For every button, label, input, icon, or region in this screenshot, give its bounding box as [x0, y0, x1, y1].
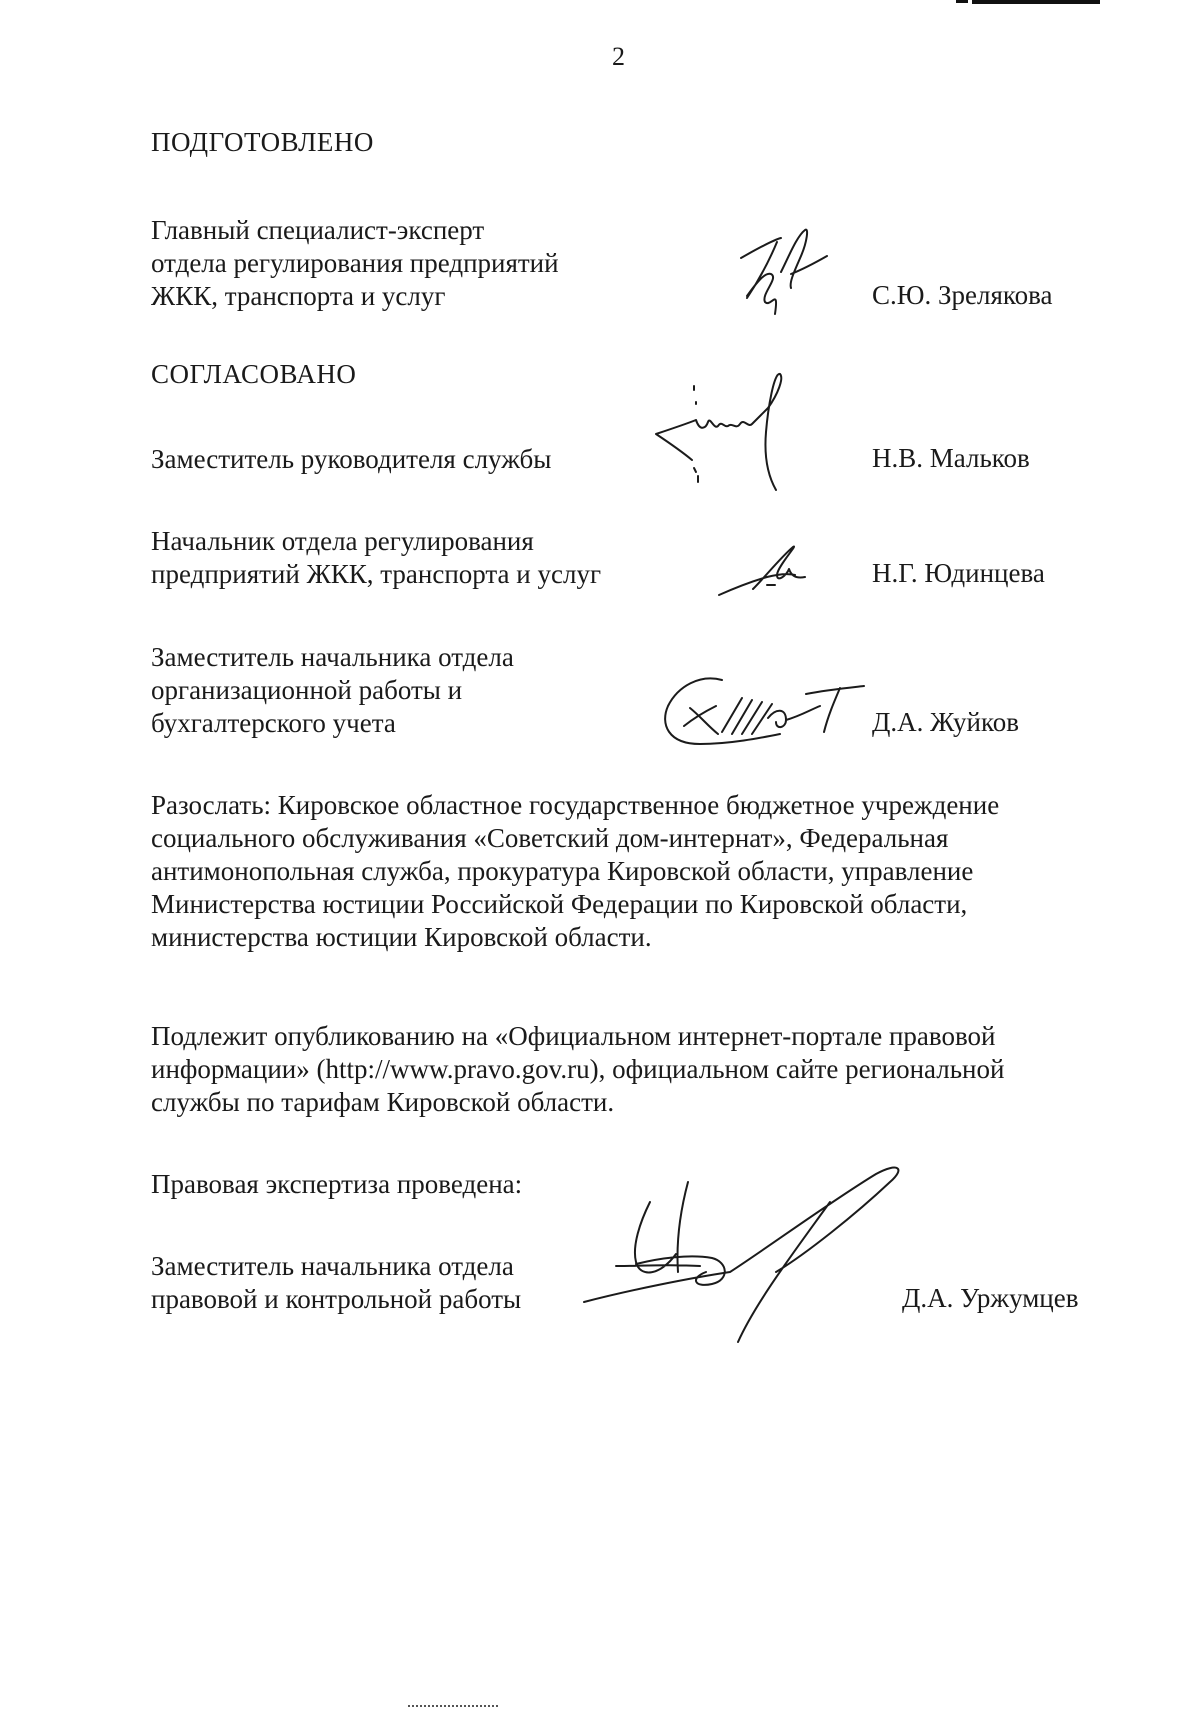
- page-number: 2: [612, 42, 625, 71]
- scan-mark: [956, 0, 968, 3]
- signature-yudintseva: [715, 545, 815, 605]
- signatory-position-line: предприятий ЖКК, транспорта и услуг: [151, 559, 602, 589]
- distribution-line: антимонопольная служба, прокуратура Кировской области, управление: [151, 856, 974, 886]
- publication-line: информации» (http://www.pravo.gov.ru), официальном сайте региональной: [151, 1054, 1005, 1084]
- signatory-position-line: Заместитель начальника отдела: [151, 642, 514, 672]
- distribution-line: министерства юстиции Кировской области.: [151, 922, 652, 952]
- scan-mark: [972, 0, 1100, 4]
- distribution-paragraph: [151, 789, 1104, 954]
- signatory-position-line: Начальник отдела регулирования: [151, 526, 534, 556]
- signatory-name: Н.В. Мальков: [872, 443, 1030, 473]
- signatory-position-line: организационной работы и: [151, 675, 463, 705]
- prepared-heading: ПОДГОТОВЛЕНО: [151, 127, 374, 157]
- signature-urzhumtsev: [580, 1162, 910, 1352]
- legal-review-position-line: Заместитель начальника отдела: [151, 1251, 514, 1281]
- legal-review-heading: Правовая экспертиза проведена:: [151, 1169, 523, 1199]
- prepared-position-line: Главный специалист-эксперт: [151, 215, 485, 245]
- publication-line: Подлежит опубликованию на «Официальном интернет-портале правовой: [151, 1021, 996, 1051]
- prepared-position-line: ЖКК, транспорта и услуг: [151, 281, 446, 311]
- signatory-position-line: бухгалтерского учета: [151, 708, 396, 738]
- prepared-name: С.Ю. Зрелякова: [872, 280, 1053, 310]
- agreed-heading: СОГЛАСОВАНО: [151, 359, 357, 389]
- signatory-position-line: Заместитель руководителя службы: [151, 444, 552, 474]
- signatory-name: Н.Г. Юдинцева: [872, 558, 1045, 588]
- prepared-position-line: отдела регулирования предприятий: [151, 248, 559, 278]
- legal-review-name: Д.А. Уржумцев: [902, 1283, 1079, 1313]
- distribution-line: социального обслуживания «Советский дом-интернат», Федеральная: [151, 823, 949, 853]
- distribution-line: Разослать: Кировское областное государственное бюджетное учреждение: [151, 790, 1000, 820]
- signatory-name: Д.А. Жуйков: [872, 707, 1019, 737]
- legal-review-position-line: правовой и контрольной работы: [151, 1284, 522, 1314]
- publication-line: службы по тарифам Кировской области.: [151, 1087, 615, 1117]
- scan-artifact: [408, 1705, 498, 1711]
- signature-zrelyakova: [735, 222, 845, 322]
- signature-zhuikov: [660, 672, 875, 752]
- publication-paragraph: [151, 1020, 1104, 1119]
- signature-malkov: [650, 372, 840, 512]
- distribution-line: Министерства юстиции Российской Федерации по Кировской области,: [151, 889, 968, 919]
